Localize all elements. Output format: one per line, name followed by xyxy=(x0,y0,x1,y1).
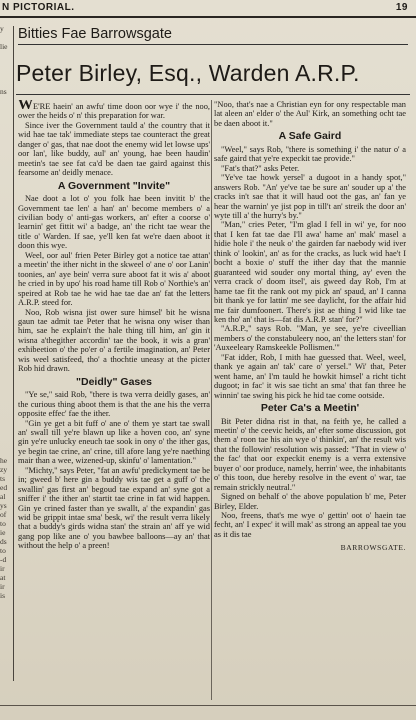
edge-fragment: to xyxy=(0,546,6,555)
edge-fragment xyxy=(0,33,12,42)
paragraph: "Gin ye get a bit fuff o' ane o' them ye start tae swall an' swall till ye're blawn up like a hoven coo, an' syne gin ye're unlucky eneuch tae sook in ony o' the ither gas, ye begin tae crine, an' crine, till afore lang ye're naething mair than a wee, wizened-up, skinfu' o' lamentation." xyxy=(18,418,210,466)
edge-fragment xyxy=(0,330,12,339)
edge-fragment: al xyxy=(0,492,6,501)
paragraph: "Man," cries Peter, "I'm glad I fell in wi' ye, for noo that I ken fat tae dae I'll awa' hame an' mak' masel a hidie hole i' the neuk o' the gairden far naebody wid iver think o' lookin', an' as for the cracks, as luck wid hae't I bocht a boxie o' stuff the ither day that the mannie guaranteed wid souder ony mortal thing, ay' even the verra crack o' doom itsel', ais gweed day Rob, I'm at hame tae fit the rank oot my pick an' spaud, an' I canna bit thank ye for lattin' me see daylicht, for the affair hid me fair dumfoonert. There's jist ae thing I wid like tae ken tho' an' that is—fat dis A.R.P. stan' for?" xyxy=(214,220,406,324)
paragraph: Noo, Rob wisna jist ower sure himsel' bit he wisna gaun tae admit tae Peter that he wisna ony wiser than him, sae he explain't the hale thing till him, an' gin it wisna a'thegither accordin' tae the book, it wis a gran' exhibeetion o' the po'er o' a fertile imagination, an' Peter wis weel satisfeed, tho' a thochtie uneasy at the picter Rob hid drawn. xyxy=(18,307,210,374)
edge-fragment: ie xyxy=(0,528,6,537)
edge-fragment xyxy=(0,222,12,231)
edge-fragment xyxy=(0,69,12,78)
publication-name: N PICTORIAL. xyxy=(2,2,75,13)
edge-fragment: of xyxy=(0,510,7,519)
headline-rule xyxy=(16,94,410,95)
subheading: A Safe Gaird xyxy=(278,130,342,143)
edge-fragment: ys xyxy=(0,501,7,510)
edge-fragment xyxy=(0,204,12,213)
edge-fragment: lie xyxy=(0,42,8,51)
edge-fragment xyxy=(0,285,12,294)
edge-fragment xyxy=(0,141,12,150)
paragraph-opening: WE'RE haein' an awfu' time doon oor wye i' the noo, ower the heids o' n' this preparation for war. xyxy=(18,100,210,121)
paragraph: Since iver the Government tauld a' the country that it wid hae tae tak' immediate steps tae counteract the great danger o' gas, that nae doot the enemy wid let lowse ups' oor lan', like buddy, aul' an' young, hae been haudin' meetin's tae see fat ca'd be daen tae gaird against this fearsome an' deidly menace. xyxy=(18,120,210,178)
article-headline: Peter Birley, Esq., Warden A.R.P. xyxy=(16,60,360,86)
subheading: A Government "Invite" xyxy=(57,179,171,192)
masthead xyxy=(0,0,416,16)
edge-fragment: is xyxy=(0,591,6,600)
edge-fragment xyxy=(0,312,12,321)
edge-fragment xyxy=(0,105,12,114)
edge-fragment: at xyxy=(0,573,6,582)
edge-fragment xyxy=(0,375,12,384)
paragraph: Signed on behalf o' the above population b' me, Peter Birley, Elder. xyxy=(214,492,406,511)
edge-fragment xyxy=(0,321,12,330)
edge-fragment: ed xyxy=(0,483,8,492)
edge-fragment: he xyxy=(0,456,8,465)
edge-fragment xyxy=(0,294,12,303)
edge-fragment xyxy=(0,303,12,312)
paragraph: "Ye've tae howk yersel' a dugoot in a handy spot," answers Rob. "An' ye've tae be sure an' souder up a' the cracks in't sae that it will haud oot the gas, an' fan ye hear the warnin' ye jist pop in till't an' streik the door an' wyte till a' the hurry's by." xyxy=(214,173,406,220)
edge-fragment xyxy=(0,267,12,276)
edge-fragment: to xyxy=(0,519,6,528)
paragraph: Noo, freens, that's me wye o' gettin' oot o' haein tae fecht, an' I expec' it will mak' as strong an appeal tae you as it dis tae xyxy=(214,511,406,539)
paragraph: Bit Peter didna rist in that, na feith ye, he called a meetin' o' the ceevic heids, an' efter some discussion, got them a' roon tae his ain wye o' thinkin', an' the result wis that the followin' resolution wis passed: "That in view o' the fac' that oor expeckit enemy is a verra extensive buyer o' oor produce, namely, herrin' wee, the inhabitants o' this toon, due hereby resolve in the event o' war, tae remain strickly neutral." xyxy=(214,416,406,492)
edge-fragment xyxy=(0,366,12,375)
edge-fragment xyxy=(0,384,12,393)
edge-fragment xyxy=(0,177,12,186)
edge-fragment xyxy=(0,78,12,87)
edge-fragment xyxy=(0,429,12,438)
article-column-right xyxy=(214,100,406,700)
paragraph: Nae doot a lot o' you folk hae been invitit b' the Government tae len' a han' an' become members o' a civilian body o' anti-gas workers, an' efter a coorse o' learnin' get fittit wi' a badge, an' the richt tae wear the title o' Warden. If sae, ye'll ken fat we're daen aboot it doon this wye. xyxy=(18,194,210,251)
edge-fragment xyxy=(0,411,12,420)
paragraph: "Fat idder, Rob, I mith hae guessed that. Weel, weel, thank ye again an' tak' care o' yersel." Wi' that, Peter went hame, an' I'm tauld he howkit himsel' a richt ticht dugoot; in fac' it wis sae ticht an sma' that fan three he winnin' tae swing his pick he hid tae come ootside. xyxy=(214,352,406,400)
paragraph: "Fat's that?" asks Peter. xyxy=(221,163,300,173)
paragraph: "Noo, that's nae a Christian eyn for ony respectable man lat aleen an' elder o' the Aul' Kirk, an something ocht tae be daen aboot it." xyxy=(214,100,406,128)
paragraph: "Ye se," said Rob, "there is twa verra deidly gases, an' the curious thing aboot them is that the ane his the verra opposite effec' fae the ither. xyxy=(18,390,210,419)
author-signature: BARROWSGATE. xyxy=(340,543,406,553)
bottom-rule xyxy=(0,705,416,706)
edge-fragment: y xyxy=(0,24,4,33)
edge-fragment xyxy=(0,168,12,177)
subheading: "Deidly" Gases xyxy=(76,375,152,388)
edge-fragment: zy xyxy=(0,465,8,474)
edge-fragment xyxy=(0,123,12,132)
edge-fragment xyxy=(0,258,12,267)
edge-fragment: ir xyxy=(0,564,5,573)
edge-fragment: ir xyxy=(0,582,5,591)
edge-fragment xyxy=(0,51,12,60)
edge-fragment xyxy=(0,186,12,195)
edge-fragment xyxy=(0,276,12,285)
cropped-neighbor-column xyxy=(0,24,12,684)
paragraph: "Michty," says Peter, "fat an awfu' predickyment tae be in; gweed b' here gin a buddy wis tae get a guff o' the swallin' gas first an' begoud tae expand an' syne got a sniffer i' the ither an' startit tae crine in fat wid happen. Gin ye crined faster than ye swallt, a' the expandin' gas wid be grippit intae sma' besk, wi' the result verra likely that a buddy's girds widna stan' the strain an' aff ye wid gang pop like ane o' you bawbee balloons—ay an' that without the help o' a preen! xyxy=(18,465,210,551)
edge-fragment xyxy=(0,402,12,411)
paragraph: "A.R.P.," says Rob. "Man, ye see, ye're civeellian members o' the constabuleery noo, an' the letters stan' for 'Auxeeleary Ramskeekle Pollismen.'" xyxy=(214,324,406,353)
paragraph: Weel, oor aul' frien Peter Birley got a notice tae attan' a meetin' the ither nicht in the skweel o' ane o' oor Lanin' toonies, an' aye bein' verra sure aboot fat it wis a' aboot he cried in by upo' his road hame till Rob o' Northie's an' speired at Rob tae he wid hae tae dae an' fat the letters A.R.P. steed for. xyxy=(18,250,210,308)
edge-fragment xyxy=(0,195,12,204)
edge-fragment xyxy=(0,447,12,456)
section-title: Bitties Fae Barrowsgate xyxy=(18,26,408,45)
edge-fragment xyxy=(0,438,12,447)
edge-fragment xyxy=(0,348,12,357)
edge-fragment xyxy=(0,213,12,222)
edge-fragment xyxy=(0,132,12,141)
edge-fragment xyxy=(0,114,12,123)
edge-fragment xyxy=(0,420,12,429)
subheading: Peter Ca's a Meetin' xyxy=(260,402,360,415)
edge-fragment xyxy=(0,240,12,249)
top-rule xyxy=(0,16,416,18)
drop-cap: W xyxy=(18,100,33,113)
edge-fragment xyxy=(0,159,12,168)
edge-fragment xyxy=(0,150,12,159)
edge-fragment xyxy=(0,249,12,258)
column-divider-center xyxy=(211,100,212,700)
edge-fragment xyxy=(0,96,12,105)
edge-fragment xyxy=(0,339,12,348)
edge-fragment: ns xyxy=(0,87,7,96)
edge-fragment xyxy=(0,60,12,69)
edge-fragment xyxy=(0,231,12,240)
page-number: 19 xyxy=(395,2,408,13)
column-divider-left xyxy=(13,26,14,681)
article-column-left xyxy=(18,100,210,698)
edge-fragment: ts xyxy=(0,474,6,483)
paragraph: "Weel," says Rob, "there is something i' the natur o' a safe gaird that ye're expeckit tae provide." xyxy=(214,144,406,164)
edge-fragment xyxy=(0,393,12,402)
edge-fragment: ds xyxy=(0,537,7,546)
edge-fragment xyxy=(0,357,12,366)
edge-fragment: -d xyxy=(0,555,7,564)
